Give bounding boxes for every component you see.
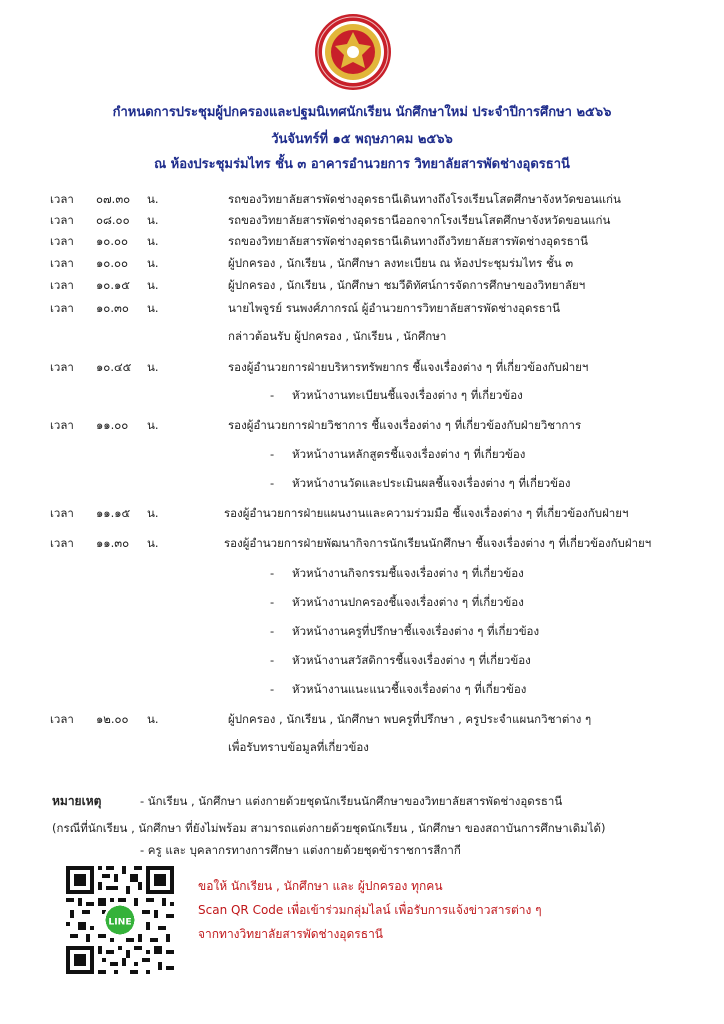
bullet-dash: - xyxy=(270,447,275,461)
time-value: ๐๘.๐๐ xyxy=(96,213,130,227)
schedule-row xyxy=(0,253,724,273)
time-label: เวลา xyxy=(50,213,74,227)
time-unit: น. xyxy=(147,278,159,292)
time-label: เวลา xyxy=(50,536,74,550)
bullet-dash: - xyxy=(270,476,275,490)
sub-item-text: หัวหน้างานแนะแนวชี้แจงเรื่องต่าง ๆ ที่เกี่ยวข้อง xyxy=(292,682,527,696)
time-label: เวลา xyxy=(50,418,74,432)
schedule-row xyxy=(0,415,724,435)
agenda-description: รถของวิทยาลัยสารพัดช่างอุดรธานีออกจากโรงเรียนโสตศึกษาจังหวัดขอนแก่น xyxy=(228,213,611,227)
sub-item xyxy=(0,563,724,583)
invite-line: ขอให้ นักเรียน , นักศึกษา และ ผู้ปกครอง ทุกคน xyxy=(198,879,443,893)
bullet-dash: - xyxy=(270,653,275,667)
time-unit: น. xyxy=(147,536,159,550)
time-value: ๑๐.๑๕ xyxy=(96,278,130,292)
agenda-description: นายไพจูรย์ รนพงศ์ภากรณ์ ผู้อำนวยการวิทยาลัยสารพัดช่างอุดรธานี xyxy=(228,301,561,315)
time-unit: น. xyxy=(147,418,159,432)
agenda-description: รถของวิทยาลัยสารพัดช่างอุดรธานีเดินทางถึงโรงเรียนโสตศึกษาจังหวัดขอนแก่น xyxy=(228,192,621,206)
time-label: เวลา xyxy=(50,278,74,292)
note-line: - นักเรียน , นักศึกษา แต่งกายด้วยชุดนักเรียนนักศึกษาของวิทยาลัยสารพัดช่างอุดรธานี xyxy=(140,794,563,808)
time-value: ๑๑.๑๕ xyxy=(96,506,131,520)
time-value: ๑๑.๓๐ xyxy=(96,536,130,550)
bullet-dash: - xyxy=(270,682,275,696)
time-label: เวลา xyxy=(50,256,74,270)
agenda-description: ผู้ปกครอง , นักเรียน , นักศึกษา ลงทะเบียน ณ ห้องประชุมร่มไทร ชั้น ๓ xyxy=(228,256,574,270)
sub-item-text: หัวหน้างานครูที่ปรึกษาชี้แจงเรื่องต่าง ๆ ที่เกี่ยวข้อง xyxy=(292,624,540,638)
agenda-description: รองผู้อำนวยการฝ่ายบริหารทรัพยากร ชี้แจงเรื่องต่าง ๆ ที่เกี่ยวข้องกับฝ่ายฯ xyxy=(228,360,589,374)
note-line: (กรณีที่นักเรียน , นักศึกษา ที่ยังไม่พร้อม สามารถแต่งกายด้วยชุดนักเรียน , นักศึกษา ของสถาบันการศึกษาเดิมได้) xyxy=(52,821,606,835)
time-unit: น. xyxy=(147,360,159,374)
line-qr-code-icon[interactable] xyxy=(66,866,174,974)
sub-item-text: หัวหน้างานหลักสูตรชี้แจงเรื่องต่าง ๆ ที่เกี่ยวข้อง xyxy=(292,447,526,461)
schedule-row xyxy=(0,210,724,230)
note-line: - ครู และ บุคลากรทางการศึกษา แต่งกายด้วยชุดข้าราชการสีกากี xyxy=(140,843,461,857)
time-label: เวลา xyxy=(50,301,74,315)
document-venue: ณ ห้องประชุมร่มไทร ชั้น ๓ อาคารอำนวยการ วิทยาลัยสารพัดช่างอุดรธานี xyxy=(154,157,570,172)
sub-item-text: หัวหน้างานวัดและประเมินผลชี้แจงเรื่องต่าง ๆ ที่เกี่ยวข้อง xyxy=(292,476,571,490)
agenda-description: ผู้ปกครอง , นักเรียน , นักศึกษา พบครูที่ปรึกษา , ครูประจำแผนกวิชาต่าง ๆ xyxy=(228,712,592,726)
agenda-continuation: กล่าวต้อนรับ ผู้ปกครอง , นักเรียน , นักศึกษา xyxy=(228,329,447,343)
time-unit: น. xyxy=(147,506,159,520)
schedule-row xyxy=(0,357,724,377)
line-badge-text: LINE xyxy=(108,916,132,928)
time-value: ๑๐.๐๐ xyxy=(96,256,129,270)
sub-item xyxy=(0,621,724,641)
bullet-dash: - xyxy=(270,388,275,402)
bullet-dash: - xyxy=(270,624,275,638)
invite-line: Scan QR Code เพื่อเข้าร่วมกลุ่มไลน์ เพื่อรับการแจ้งข่าวสารต่าง ๆ xyxy=(198,903,542,917)
time-value: ๑๐.๐๐ xyxy=(96,234,129,248)
time-value: ๑๐.๓๐ xyxy=(96,301,129,315)
sub-item-text: หัวหน้างานปกครองชี้แจงเรื่องต่าง ๆ ที่เกี่ยวข้อง xyxy=(292,595,524,609)
sub-item xyxy=(0,444,724,464)
college-logo xyxy=(313,12,393,92)
sub-item xyxy=(0,650,724,670)
time-unit: น. xyxy=(147,213,159,227)
agenda-description: ผู้ปกครอง , นักเรียน , นักศึกษา ชมวีดิทัศน์การจัดการศึกษาของวิทยาลัยฯ xyxy=(228,278,586,292)
sub-item-text: หัวหน้างานสวัสดิการชี้แจงเรื่องต่าง ๆ ที่เกี่ยวข้อง xyxy=(292,653,531,667)
time-label: เวลา xyxy=(50,712,74,726)
time-unit: น. xyxy=(147,192,159,206)
time-value: ๑๒.๐๐ xyxy=(96,712,129,726)
notes-heading: หมายเหตุ xyxy=(52,794,102,808)
time-label: เวลา xyxy=(50,192,74,206)
schedule-row xyxy=(0,533,724,553)
sub-item-text: หัวหน้างานทะเบียนชี้แจงเรื่องต่าง ๆ ที่เกี่ยวข้อง xyxy=(292,388,523,402)
schedule-row xyxy=(0,189,724,209)
time-unit: น. xyxy=(147,712,159,726)
time-value: ๐๗.๓๐ xyxy=(96,192,131,206)
time-unit: น. xyxy=(147,234,159,248)
sub-item xyxy=(0,473,724,493)
time-value: ๑๑.๐๐ xyxy=(96,418,129,432)
agenda-description: รองผู้อำนวยการฝ่ายแผนงานและความร่วมมือ ชี้แจงเรื่องต่าง ๆ ที่เกี่ยวข้องกับฝ่ายฯ xyxy=(224,506,629,520)
agenda-description: รองผู้อำนวยการฝ่ายพัฒนากิจการนักเรียนนักศึกษา ชี้แจงเรื่องต่าง ๆ ที่เกี่ยวข้องกับฝ่ายฯ xyxy=(224,536,652,550)
sub-item-text: หัวหน้างานกิจกรรมชี้แจงเรื่องต่าง ๆ ที่เกี่ยวข้อง xyxy=(292,566,524,580)
invite-line: จากทางวิทยาลัยสารพัดช่างอุดรธานี xyxy=(198,927,384,941)
time-value: ๑๐.๔๕ xyxy=(96,360,132,374)
schedule-row xyxy=(0,503,724,523)
sub-item xyxy=(0,385,724,405)
schedule-row xyxy=(0,709,724,729)
schedule-row xyxy=(0,275,724,295)
time-unit: น. xyxy=(147,301,159,315)
agenda-description: รองผู้อำนวยการฝ่ายวิชาการ ชี้แจงเรื่องต่าง ๆ ที่เกี่ยวข้องกับฝ่ายวิชาการ xyxy=(228,418,582,432)
agenda-description: รถของวิทยาลัยสารพัดช่างอุดรธานีเดินทางถึงวิทยาลัยสารพัดช่างอุดรธานี xyxy=(228,234,588,248)
time-unit: น. xyxy=(147,256,159,270)
document-date: วันจันทร์ที่ ๑๕ พฤษภาคม ๒๕๖๖ xyxy=(271,132,453,147)
document-title: กำหนดการประชุมผู้ปกครองและปฐมนิเทศนักเรียน นักศึกษาใหม่ ประจำปีการศึกษา ๒๕๖๖ xyxy=(112,105,612,120)
bullet-dash: - xyxy=(270,566,275,580)
sub-item xyxy=(0,592,724,612)
schedule-row xyxy=(0,231,724,251)
time-label: เวลา xyxy=(50,234,74,248)
time-label: เวลา xyxy=(50,360,74,374)
agenda-continuation: เพื่อรับทราบข้อมูลที่เกี่ยวข้อง xyxy=(228,740,369,754)
bullet-dash: - xyxy=(270,595,275,609)
schedule-row xyxy=(0,298,724,318)
time-label: เวลา xyxy=(50,506,74,520)
sub-item xyxy=(0,679,724,699)
